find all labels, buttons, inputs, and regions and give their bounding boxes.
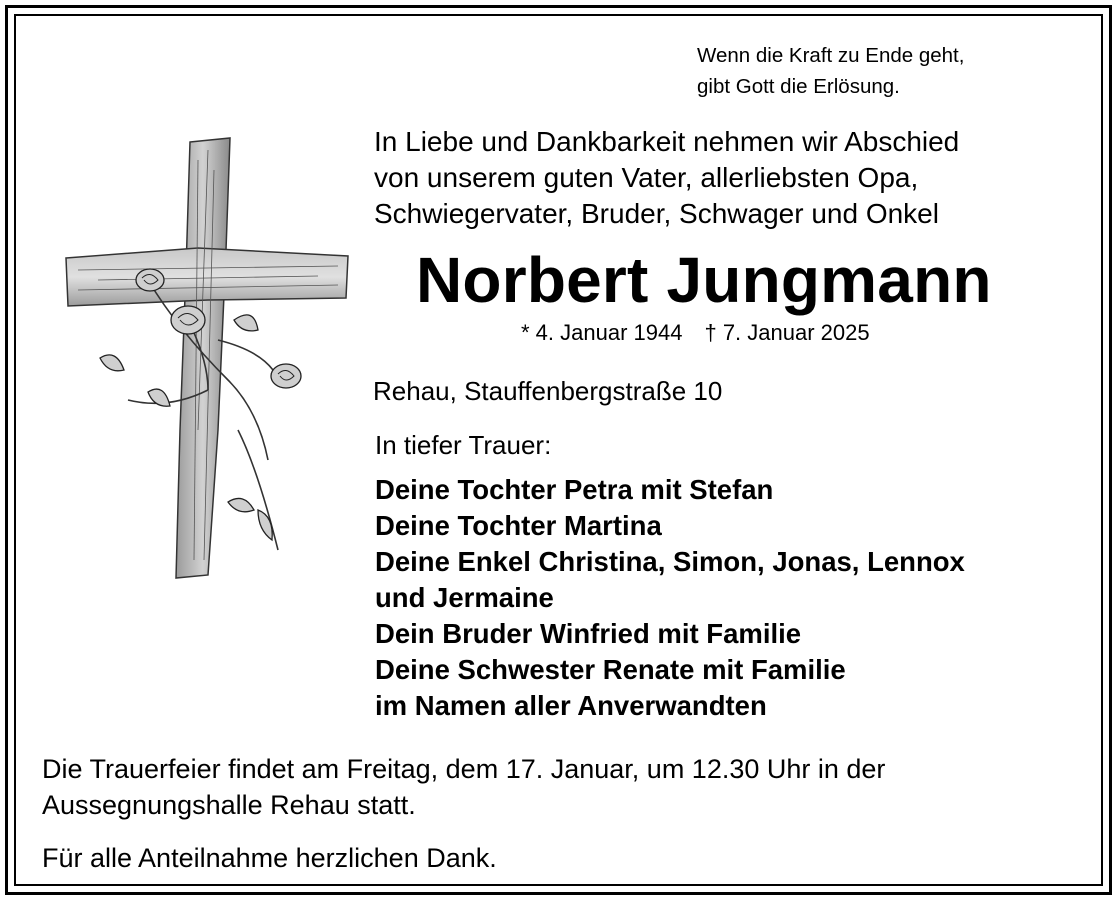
intro-line: von unserem guten Vater, allerliebsten Opa, <box>374 162 919 193</box>
intro-line: Schwiegervater, Bruder, Schwager und Onkel <box>374 198 939 229</box>
address: Rehau, Stauffenbergstraße 10 <box>373 376 723 406</box>
birth-date: * 4. Januar 1944 <box>521 320 683 345</box>
mourner-line: im Namen aller Anverwandten <box>375 690 767 721</box>
cross-with-roses-icon <box>58 130 358 580</box>
intro-text <box>374 124 959 232</box>
service-line: Die Trauerfeier findet am Freitag, dem 17. Januar, um 12.30 Uhr in der <box>42 754 886 784</box>
service-info <box>42 751 885 823</box>
mourner-line: Deine Enkel Christina, Simon, Jonas, Lennox <box>375 546 965 577</box>
service-line: Aussegnungshalle Rehau statt. <box>42 790 416 820</box>
deceased-name: Norbert Jungmann <box>416 244 992 316</box>
motto-line: Wenn die Kraft zu Ende geht, <box>697 44 965 67</box>
mourner-line: Deine Tochter Petra mit Stefan <box>375 474 774 505</box>
life-dates <box>521 318 870 348</box>
mourner-line: Deine Tochter Martina <box>375 510 662 541</box>
mourner-line: und Jermaine <box>375 582 554 613</box>
motto <box>697 40 964 102</box>
thanks-text: Für alle Anteilnahme herzlichen Dank. <box>42 843 497 873</box>
mourners-list <box>375 472 965 724</box>
mourner-line: Dein Bruder Winfried mit Familie <box>375 618 802 649</box>
mourner-line: Deine Schwester Renate mit Familie <box>375 654 846 685</box>
motto-line: gibt Gott die Erlösung. <box>697 75 900 98</box>
death-date: † 7. Januar 2025 <box>704 320 870 345</box>
intro-line: In Liebe und Dankbarkeit nehmen wir Abschied <box>374 126 960 157</box>
mourning-label: In tiefer Trauer: <box>375 430 552 460</box>
